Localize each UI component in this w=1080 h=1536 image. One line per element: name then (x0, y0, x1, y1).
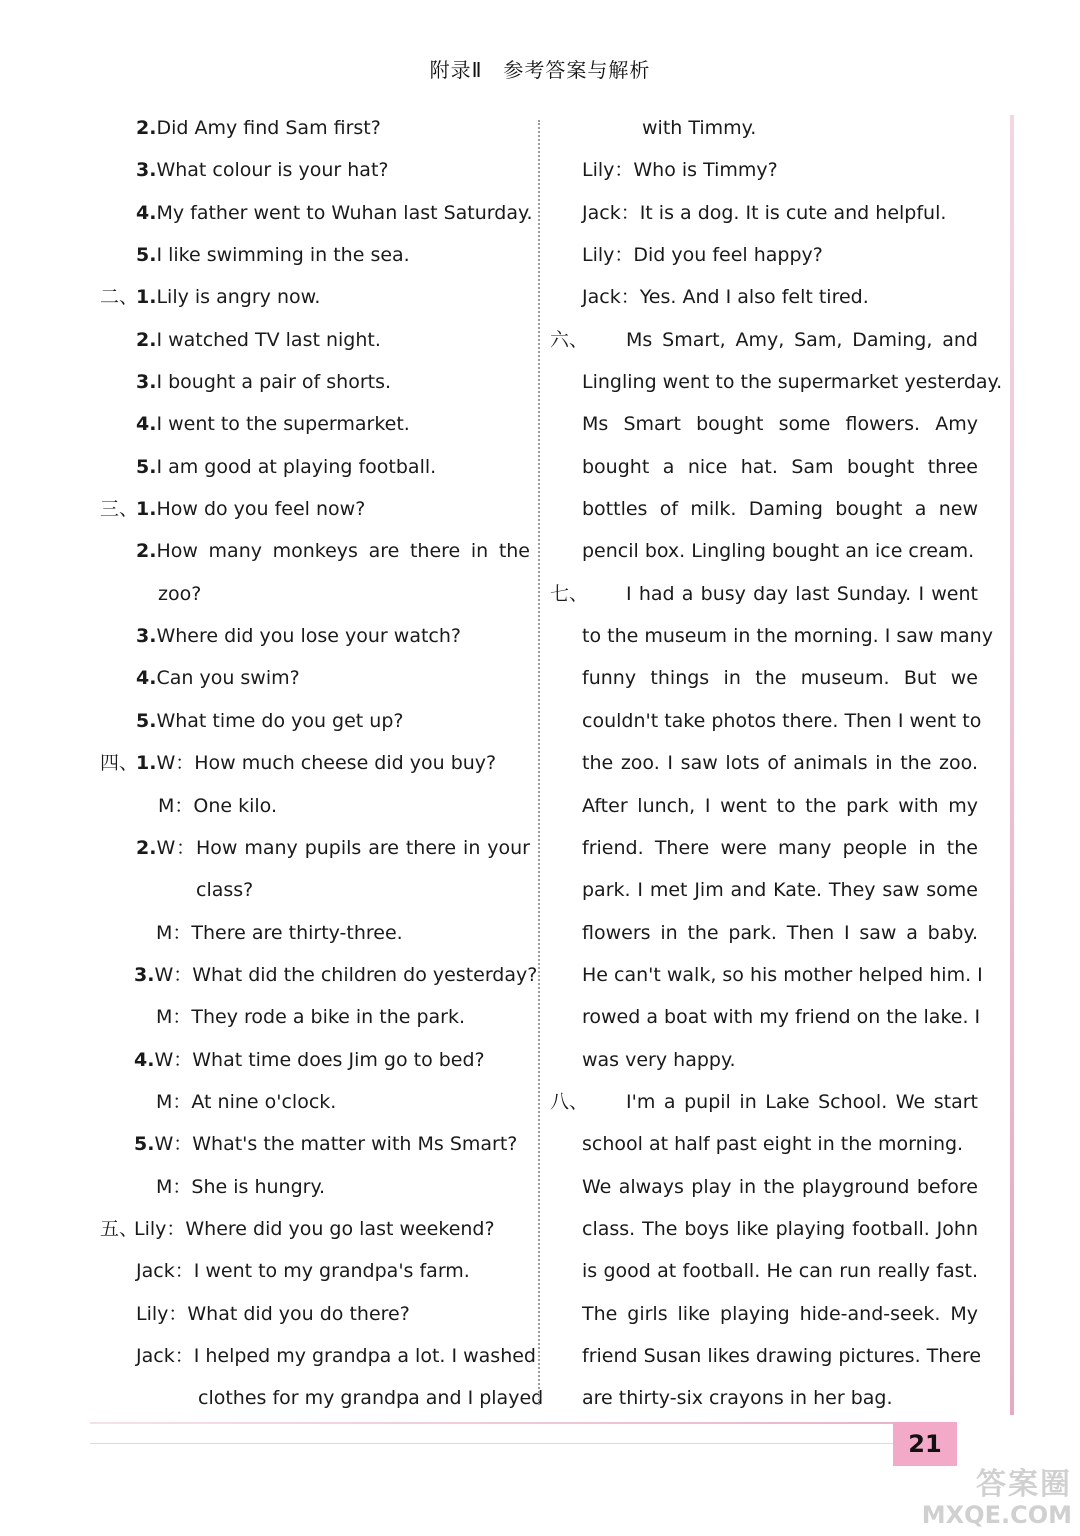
answer-text: Jack：I went to my grandpa's farm. (136, 1260, 470, 1283)
answer-text: My father went to Wuhan last Saturday. (156, 201, 533, 224)
answer-line (100, 954, 538, 996)
watermark-logo-text: 答案圈 (976, 1467, 1072, 1502)
answer-text: flowers in the park. Then I saw a baby. (582, 921, 978, 944)
answer-content (582, 827, 978, 869)
answer-content (156, 912, 530, 954)
answer-content (626, 573, 978, 615)
answer-line (550, 107, 978, 149)
answer-content (136, 403, 530, 445)
bottom-rule (90, 1422, 910, 1424)
answer-text: friend. There were many people in the (582, 836, 978, 859)
answer-content (136, 234, 530, 276)
answer-content (158, 785, 530, 827)
answer-text: Where did you lose your watch? (156, 625, 461, 648)
answer-line (550, 192, 978, 234)
item-number: 5. (136, 455, 157, 478)
answer-content (582, 615, 993, 657)
answer-text: funny things in the museum. But we (582, 667, 978, 690)
answer-line (100, 319, 530, 361)
item-number: 1. (136, 498, 157, 521)
answer-content (582, 1039, 978, 1081)
item-number: 2. (136, 836, 157, 859)
answer-content (582, 996, 981, 1038)
section-marker: 三、 (100, 498, 139, 521)
answer-content (582, 1377, 978, 1419)
answer-line (100, 615, 530, 657)
answer-text: I like swimming in the sea. (156, 244, 410, 267)
item-number: 2. (136, 540, 157, 563)
item-number: 4. (136, 201, 157, 224)
answer-text: rowed a boat with my friend on the lake. I (582, 1006, 981, 1029)
answer-line (100, 785, 530, 827)
answer-content (136, 827, 530, 869)
answer-line (100, 276, 530, 318)
answer-content (134, 954, 538, 996)
answer-line (100, 1377, 544, 1419)
item-number: 3. (136, 625, 157, 648)
answer-line (550, 827, 978, 869)
watermark-site: MXQE.COM (921, 1501, 1072, 1529)
answer-text: zoo? (158, 582, 202, 605)
answer-text: class? (196, 879, 254, 902)
answer-content (134, 1039, 530, 1081)
answer-line (100, 1123, 530, 1165)
answer-content (136, 615, 530, 657)
answer-content (136, 107, 530, 149)
answer-content (136, 488, 530, 530)
answer-content (136, 657, 530, 699)
answer-line (100, 1208, 530, 1250)
answer-content (156, 996, 530, 1038)
answer-line (100, 403, 530, 445)
item-number: 1. (136, 286, 157, 309)
answer-content (158, 573, 530, 615)
answer-line (550, 700, 982, 742)
answer-line (550, 1335, 982, 1377)
answer-text: Lily：Who is Timmy? (582, 159, 778, 182)
answer-text: W：How many pupils are there in your (156, 836, 530, 859)
answer-line (100, 361, 530, 403)
answer-line (550, 657, 978, 699)
answer-content (196, 869, 530, 911)
section-marker: 六、 (550, 328, 589, 351)
answer-line (550, 912, 978, 954)
answer-text: W：How much cheese did you buy? (156, 752, 497, 775)
answer-content (156, 1166, 530, 1208)
answer-content (582, 742, 978, 784)
answer-line (100, 700, 530, 742)
answer-content (582, 785, 978, 827)
answer-text: Lingling went to the supermarket yesterday. (582, 371, 1003, 394)
answer-content (134, 1208, 530, 1250)
answer-line (550, 276, 978, 318)
answer-text: He can't walk, so his mother helped him. I (582, 963, 983, 986)
item-number: 2. (136, 328, 157, 351)
answer-text: I watched TV last night. (156, 328, 381, 351)
answer-line (550, 446, 978, 488)
answer-line (100, 869, 530, 911)
answer-content (582, 1123, 978, 1165)
answer-text: How many monkeys are there in the (156, 540, 530, 563)
answer-content (582, 192, 978, 234)
answer-text: Lily：Where did you go last weekend? (134, 1217, 495, 1240)
answer-text: bottles of milk. Daming bought a new (582, 498, 978, 521)
answer-line (100, 107, 530, 149)
answer-text: After lunch, I went to the park with my (582, 794, 978, 817)
answer-content (582, 446, 978, 488)
answer-line (100, 573, 530, 615)
answer-text: clothes for my grandpa and I played (198, 1387, 544, 1410)
answer-content (582, 1335, 982, 1377)
section-marker: 五、 (100, 1217, 139, 1240)
answer-line (100, 1081, 530, 1123)
answer-line (550, 1123, 978, 1165)
item-number: 3. (134, 963, 155, 986)
answer-text: I am good at playing football. (156, 455, 437, 478)
column-divider (538, 120, 540, 1405)
answer-line (550, 785, 978, 827)
answer-text: What colour is your hat? (156, 159, 389, 182)
section-marker: 二、 (100, 286, 139, 309)
answer-text: I went to the supermarket. (156, 413, 410, 436)
answer-text: M：They rode a bike in the park. (156, 1006, 466, 1029)
answer-content (582, 276, 978, 318)
answer-line (550, 869, 978, 911)
answer-text: I'm a pupil in Lake School. We start (626, 1090, 978, 1113)
answer-line (100, 1335, 536, 1377)
answer-content (136, 1335, 536, 1377)
answer-content (136, 700, 530, 742)
answer-text: was very happy. (582, 1048, 736, 1071)
item-number: 5. (136, 709, 157, 732)
answer-line (100, 827, 530, 869)
answer-line (100, 488, 530, 530)
watermark (888, 1467, 1078, 1534)
answer-line (550, 1293, 978, 1335)
answer-line (100, 742, 530, 784)
answer-line (550, 1250, 978, 1292)
answer-text: the zoo. I saw lots of animals in the zoo. (582, 752, 978, 775)
answer-line (550, 149, 978, 191)
answer-text: M：At nine o'clock. (156, 1090, 337, 1113)
answer-content (136, 530, 530, 572)
answer-text: What time do you get up? (156, 709, 404, 732)
answer-line (100, 530, 530, 572)
answer-content (198, 1377, 544, 1419)
answer-line (550, 1377, 978, 1419)
answer-content (582, 954, 983, 996)
answer-line (550, 1039, 978, 1081)
answer-content (582, 403, 978, 445)
section-marker: 七、 (550, 582, 589, 605)
answer-line (100, 657, 530, 699)
answer-text: M：There are thirty-three. (156, 921, 403, 944)
answer-content (582, 1166, 978, 1208)
answer-content (582, 1293, 978, 1335)
answer-text: I had a busy day last Sunday. I went (626, 582, 978, 605)
answer-line (550, 361, 1003, 403)
item-number: 5. (134, 1133, 155, 1156)
answer-text: is good at football. He can run really fast. (582, 1260, 978, 1283)
answer-content (582, 234, 978, 276)
answer-line (100, 149, 530, 191)
answer-line (550, 615, 993, 657)
answer-content (582, 361, 1003, 403)
answer-line (100, 446, 530, 488)
answer-text: pencil box. Lingling bought an ice cream. (582, 540, 975, 563)
answer-line (550, 1208, 978, 1250)
answer-text: Lily：What did you do there? (136, 1302, 410, 1325)
item-number: 3. (136, 371, 157, 394)
answer-line (550, 488, 978, 530)
answer-content (136, 319, 530, 361)
answer-line (550, 954, 983, 996)
answer-content (156, 1081, 530, 1123)
answer-line (550, 530, 978, 572)
answer-content (626, 319, 978, 361)
answer-line (550, 319, 978, 361)
answer-content (582, 149, 978, 191)
answer-line (100, 1166, 530, 1208)
answer-content (582, 869, 978, 911)
answer-text: W：What time does Jim go to bed? (154, 1048, 485, 1071)
answer-line (550, 1166, 978, 1208)
answer-content (642, 107, 978, 149)
answer-text: How do you feel now? (156, 498, 366, 521)
item-number: 4. (136, 413, 157, 436)
answer-content (136, 446, 530, 488)
answer-text: M：One kilo. (158, 794, 278, 817)
answer-text: Jack：I helped my grandpa a lot. I washed (136, 1344, 536, 1367)
answer-content (136, 1250, 530, 1292)
bottom-rule-secondary (90, 1443, 910, 1444)
page-number: 21 (893, 1422, 957, 1466)
answer-line (550, 1081, 978, 1123)
answer-content (136, 361, 530, 403)
answer-content (582, 488, 978, 530)
answer-text: The girls like playing hide-and-seek. My (582, 1302, 978, 1325)
item-number: 2. (136, 117, 157, 139)
answer-text: Jack：It is a dog. It is cute and helpful. (582, 201, 947, 224)
answer-content (582, 912, 978, 954)
answer-text: are thirty-six crayons in her bag. (582, 1387, 893, 1410)
answer-text: Jack：Yes. And I also felt tired. (582, 286, 869, 309)
answer-line (100, 996, 530, 1038)
answer-line (100, 912, 530, 954)
answer-line (550, 742, 978, 784)
answer-content (626, 1081, 978, 1123)
answer-text: class. The boys like playing football. John (582, 1217, 978, 1240)
answer-text: park. I met Jim and Kate. They saw some (582, 879, 978, 902)
answer-text: Did Amy find Sam first? (156, 117, 381, 139)
answer-text: bought a nice hat. Sam bought three (582, 455, 978, 478)
answer-text: Can you swim? (156, 667, 300, 690)
answer-text: W：What did the children do yesterday? (154, 963, 538, 986)
answer-line (100, 1250, 530, 1292)
answer-line (550, 996, 981, 1038)
answer-line (550, 403, 978, 445)
page-header: 附录Ⅱ 参考答案与解析 (429, 58, 651, 82)
answer-content (136, 742, 530, 784)
answer-content (582, 530, 978, 572)
answer-text: couldn't take photos there. Then I went to (582, 709, 982, 732)
answer-text: Lily is angry now. (156, 286, 321, 309)
answer-content (136, 192, 533, 234)
answer-line (550, 573, 978, 615)
margin-accent-bar (1010, 115, 1014, 1415)
item-number: 4. (136, 667, 157, 690)
section-marker: 四、 (100, 752, 139, 775)
answer-content (582, 700, 982, 742)
answer-text: I bought a pair of shorts. (156, 371, 392, 394)
answer-content (136, 1293, 530, 1335)
answer-content (582, 657, 978, 699)
answer-text: Ms Smart bought some flowers. Amy (582, 413, 978, 436)
answer-content (136, 276, 530, 318)
section-marker: 八、 (550, 1090, 589, 1113)
answer-line (550, 234, 978, 276)
answer-text: with Timmy. (642, 117, 757, 139)
answer-text: school at half past eight in the morning. (582, 1133, 964, 1156)
answer-line (100, 192, 533, 234)
right-column (550, 107, 1003, 1420)
answer-text: Lily：Did you feel happy? (582, 244, 823, 267)
answer-line (100, 1293, 530, 1335)
answer-text: friend Susan likes drawing pictures. There (582, 1344, 982, 1367)
item-number: 4. (134, 1048, 155, 1071)
item-number: 3. (136, 159, 157, 182)
answer-content (582, 1250, 978, 1292)
answer-text: Ms Smart, Amy, Sam, Daming, and (626, 328, 978, 351)
answer-content (582, 1208, 978, 1250)
left-column (100, 107, 544, 1420)
answer-line (100, 1039, 530, 1081)
answer-text: W：What's the matter with Ms Smart? (154, 1133, 518, 1156)
answer-content (136, 149, 530, 191)
answer-line (100, 234, 530, 276)
answer-text: to the museum in the morning. I saw many (582, 625, 993, 648)
answer-text: We always play in the playground before (582, 1175, 978, 1198)
item-number: 5. (136, 244, 157, 267)
item-number: 1. (136, 752, 157, 775)
answer-text: M：She is hungry. (156, 1175, 326, 1198)
answer-content (134, 1123, 530, 1165)
